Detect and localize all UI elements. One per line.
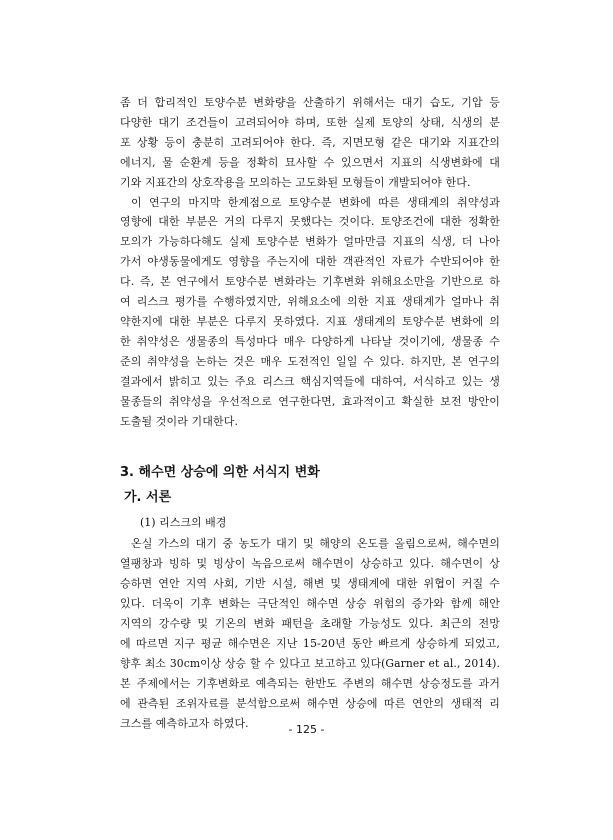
paragraph-2	[120, 193, 500, 432]
item-title: (1) 리스크의 배경	[140, 516, 227, 530]
text-line: 지역의 강수량 및 기온의 변화 패턴을 초래할 가능성도 있다. 최근의 전망	[120, 617, 500, 631]
text-line: 결과에서 밝히고 있는 주요 리스크 핵심지역들에 대하여, 서식하고 있는 생	[120, 374, 500, 388]
text-line: 있다. 더욱이 기후 변화는 극단적인 해수면 상승 위험의 증가와 함께 해안	[120, 597, 500, 611]
text-line: 다. 즉, 본 연구에서 토양수분 변화라는 기후변화 위해요소만을 기반으로 하	[120, 275, 500, 289]
text-line: 모의가 가능하다해도 실제 토양수분 변화가 얼마만큼 지표의 식생, 더 나아	[120, 235, 500, 249]
text-line: 향후 최소 30cm이상 상승 할 수 있다고 보고하고 있다(Garner et al., 2014).	[120, 656, 500, 670]
text-line: 여 리스크 평가를 수행하였지만, 위해요소에 의한 지표 생태계가 얼마나 취	[120, 295, 500, 309]
text-line: 크스를 예측하고자 하였다.	[120, 716, 249, 730]
text-line: 본 주제에서는 기후변화로 예측되는 한반도 주변의 해수면 상승정도를 과거	[120, 676, 500, 690]
text-line: 승하면 연안 지역 사회, 기반 시설, 해변 및 생태계에 대한 위협이 커질 수	[120, 577, 500, 591]
text-line: 도출될 것이라 기대한다.	[120, 414, 239, 428]
text-line: 에 따르면 지구 평균 해수면은 지난 15-20년 동안 빠르게 상승하게 되었고,	[120, 636, 500, 650]
text-line: 물종들의 취약성을 우선적으로 연구한다면, 효과적이고 확실한 보전 방안이	[120, 394, 500, 408]
text-line: 가서 야생동물에게도 영향을 주는지에 대한 객관적인 자료가 수반되어야 한	[120, 255, 500, 269]
text-line: 에너지, 물 순환계 등을 정확히 묘사할 수 있으면서 지표의 식생변화에 대	[120, 155, 500, 169]
text-line: 준의 취약성을 논하는 것은 매우 도전적인 일일 수 있다. 하지만, 본 연구의	[120, 354, 500, 368]
paragraph-3	[120, 534, 500, 733]
text-line: 온실 가스의 대기 중 농도가 대기 및 해양의 온도를 올림으로써, 해수면의	[131, 537, 500, 551]
text-line: 약한지에 대한 부분은 다루지 못하였다. 지표 생태계의 토양수분 변화에 의	[120, 314, 500, 328]
text-line: 이 연구의 마지막 한계점으로 토양수분 변화에 따른 생태계의 취약성과	[131, 195, 500, 209]
page-content	[120, 93, 500, 733]
text-line: 기와 지표간의 상호작용을 모의하는 고도화된 모형들이 개발되어야 한다.	[120, 175, 471, 189]
text-line: 한 취약성은 생물종의 특성마다 매우 다양하게 나타날 것이기에, 생물종 수	[120, 334, 500, 348]
text-line: 좀 더 합리적인 토양수분 변화량을 산출하기 위해서는 대기 습도, 기압 등	[120, 96, 500, 109]
section-title: 3. 해수면 상승에 의한 서식지 변화	[120, 465, 320, 481]
subsection-title: 가. 서론	[124, 490, 172, 506]
text-line: 다양한 대기 조건들이 고려되어야 하며, 또한 실제 토양의 상태, 식생의 분	[120, 115, 500, 129]
page-number: - 125 -	[288, 723, 325, 736]
text-line: 에 관측된 조위자료를 분석함으로써 해수면 상승에 따른 연안의 생태적 리	[120, 696, 500, 710]
text-line: 포 상황 등이 충분히 고려되어야 한다. 즉, 지면모형 같은 대기와 지표간의	[120, 135, 500, 149]
text-line: 영향에 대한 부분은 거의 다루지 못했다는 것이다. 토양조건에 대한 정확한	[120, 215, 500, 229]
text-line: 열팽창과 빙하 및 빙상이 녹음으로써 해수면이 상승하고 있다. 해수면이 상	[120, 557, 500, 571]
paragraph-1	[120, 93, 500, 193]
